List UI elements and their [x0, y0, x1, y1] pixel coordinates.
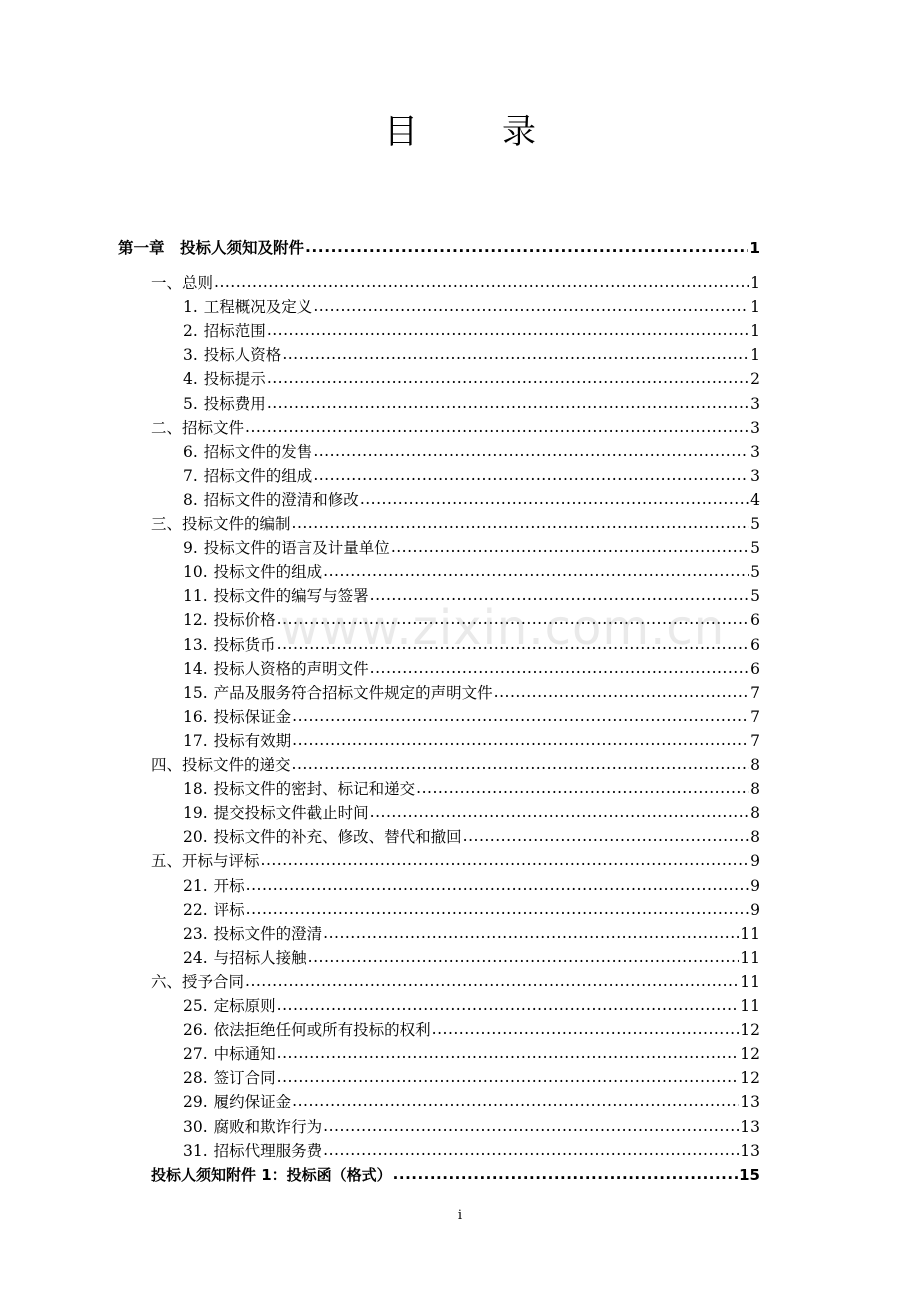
toc-dot-leader	[393, 1163, 738, 1186]
toc-entry-label: 投标文件的组成	[213, 563, 323, 582]
toc-entry-page: 2	[750, 370, 760, 389]
toc-entry-page: 1	[750, 298, 760, 317]
toc-dot-leader	[246, 874, 749, 897]
toc-entry-page: 6	[750, 635, 760, 654]
toc-entry-label: 投标有效期	[213, 731, 292, 750]
toc-entry-number: 16.	[183, 707, 208, 726]
toc-entry-number: 4.	[183, 370, 198, 389]
toc-entry-number: 四、	[151, 756, 183, 774]
toc-entry-number: 一、	[151, 274, 183, 292]
toc-entry-label: 依法拒绝任何或所有投标的权利	[213, 1021, 431, 1040]
toc-entry-label: 定标原则	[213, 997, 276, 1015]
toc-entry-label: 授予合同	[182, 972, 245, 991]
toc-entry-page: 12	[740, 1045, 760, 1064]
toc-dot-leader	[292, 1090, 739, 1113]
toc-entry-number: 10.	[183, 563, 208, 582]
toc-dot-leader	[308, 946, 740, 969]
toc-dot-leader	[246, 898, 749, 921]
toc-entry[interactable]	[118, 236, 760, 260]
toc-entry-label: 招标文件	[182, 418, 245, 437]
toc-entry-label: 招标范围	[203, 322, 266, 341]
toc-dot-leader	[370, 657, 749, 680]
toc-dot-leader	[292, 512, 750, 535]
toc-entry-page: 5	[750, 539, 760, 558]
toc-entry-number: 27.	[183, 1045, 208, 1064]
toc-entry[interactable]	[183, 1018, 760, 1042]
toc-entry-number: 29.	[183, 1093, 208, 1112]
toc-entry-page: 1	[750, 346, 760, 365]
toc-entry-number: 13.	[183, 635, 208, 654]
toc-entry-page: 5	[750, 515, 760, 533]
toc-entry-number: 12.	[183, 611, 208, 630]
toc-entry-page: 15	[739, 1165, 760, 1184]
toc-entry-label: 投标保证金	[213, 707, 292, 726]
toc-dot-leader	[360, 488, 749, 511]
toc-entry-label: 评标	[213, 900, 245, 919]
toc-entry-number: 31.	[183, 1141, 208, 1160]
toc-entry-number: 18.	[183, 780, 208, 799]
toc-entry[interactable]	[151, 970, 760, 994]
toc-entry-number: 17.	[183, 731, 208, 750]
toc-entry-number: 22.	[183, 900, 208, 919]
toc-dot-leader	[313, 440, 749, 463]
toc-entry[interactable]	[183, 560, 760, 584]
toc-entry-number: 六、	[151, 972, 183, 991]
toc-entry-label: 腐败和欺诈行为	[213, 1117, 323, 1136]
toc-dot-leader	[245, 416, 749, 439]
toc-dot-leader	[245, 970, 739, 993]
toc-entry[interactable]	[183, 584, 760, 608]
toc-entry-number: 9.	[183, 539, 198, 558]
toc-entry-label: 提交投标文件截止时间	[213, 804, 369, 823]
toc-entry[interactable]	[183, 657, 760, 681]
toc-dot-leader	[267, 367, 749, 390]
toc-entry-page: 3	[750, 466, 760, 485]
toc-entry-page: 6	[750, 659, 760, 678]
toc-entry-number: 五、	[151, 852, 183, 871]
toc-entry-label: 投标文件的密封、标记和递交	[213, 780, 416, 799]
toc-entry-number: 26.	[183, 1021, 208, 1040]
toc-entry-number: 二、	[151, 418, 183, 437]
toc-entry-page: 7	[750, 731, 760, 750]
toc-dot-leader	[313, 464, 749, 487]
toc-entry[interactable]	[183, 633, 760, 657]
toc-entry[interactable]	[183, 440, 760, 464]
toc-dot-leader	[261, 849, 750, 872]
page-title-char-2: 录	[502, 112, 536, 152]
toc-entry-page: 1	[750, 322, 760, 341]
toc-entry[interactable]	[183, 898, 760, 922]
toc-entry[interactable]	[183, 392, 760, 416]
toc-entry[interactable]	[183, 825, 760, 849]
toc-entry[interactable]	[183, 343, 760, 367]
toc-dot-leader	[432, 1018, 740, 1041]
toc-dot-leader	[416, 777, 749, 800]
toc-dot-leader	[323, 560, 749, 583]
toc-entry[interactable]	[183, 1115, 760, 1139]
toc-entry-number: 21.	[183, 876, 208, 895]
toc-entry-label: 投标人须知及附件	[180, 239, 305, 257]
toc-dot-leader	[292, 705, 749, 728]
toc-entry-label: 投标人资格的声明文件	[213, 659, 369, 678]
page-title-char-1: 目	[384, 112, 418, 152]
toc-entry[interactable]	[151, 1163, 760, 1187]
toc-entry[interactable]	[183, 367, 760, 391]
toc-dot-leader	[277, 994, 740, 1017]
toc-entry-number: 1.	[183, 298, 198, 317]
toc-entry-number: 25.	[183, 997, 208, 1015]
toc-entry-label: 总则	[182, 274, 214, 292]
toc-dot-leader	[214, 271, 749, 294]
toc-entry-number: 6.	[183, 442, 198, 461]
toc-entry[interactable]	[183, 319, 760, 343]
toc-dot-leader	[292, 753, 750, 776]
toc-entry-number: 30.	[183, 1117, 208, 1136]
toc-dot-leader	[391, 536, 749, 559]
toc-dot-leader	[267, 392, 749, 415]
toc-entry-label: 产品及服务符合招标文件规定的声明文件	[213, 683, 493, 702]
toc-dot-leader	[323, 1139, 739, 1162]
toc-entry[interactable]	[183, 874, 760, 898]
toc-entry-page: 3	[750, 418, 760, 437]
toc-entry-label: 招标代理服务费	[213, 1141, 323, 1160]
toc-dot-leader	[267, 319, 749, 342]
toc-dot-leader	[305, 236, 748, 259]
toc-entry-label: 投标货币	[213, 635, 276, 654]
toc-entry-page: 11	[740, 948, 760, 967]
toc-entry-number: 19.	[183, 804, 208, 823]
toc-entry[interactable]	[183, 777, 760, 801]
toc-entry-page: 11	[740, 924, 760, 943]
toc-dot-leader	[494, 681, 749, 704]
toc-dot-leader	[277, 1066, 740, 1089]
toc-entry-page: 9	[750, 852, 760, 871]
toc-entry[interactable]	[183, 608, 760, 632]
toc-dot-leader	[313, 295, 749, 318]
toc-entry-page: 6	[750, 611, 760, 630]
toc-entry-page: 8	[750, 828, 760, 847]
toc-entry-page: 12	[740, 1069, 760, 1088]
toc-entry-label: 与招标人接触	[213, 948, 307, 967]
toc-entry-label: 投标文件的递交	[182, 756, 291, 774]
toc-entry[interactable]	[183, 1042, 760, 1066]
toc-entry-number: 三、	[151, 515, 183, 533]
toc-entry-number: 7.	[183, 466, 198, 485]
toc-entry-page: 3	[750, 394, 760, 413]
toc-entry-number: 第一章	[118, 239, 181, 257]
toc-entry[interactable]	[183, 295, 760, 319]
toc-entry[interactable]	[151, 416, 760, 440]
toc-dot-leader	[277, 608, 749, 631]
toc-dot-leader	[370, 801, 749, 824]
toc-entry[interactable]	[183, 1139, 760, 1163]
toc-entry-page: 8	[750, 756, 760, 774]
toc-entry-label: 开标与评标	[182, 852, 260, 871]
toc-dot-leader	[323, 922, 739, 945]
toc-entry-page: 5	[750, 587, 760, 606]
toc-entry-number: 3.	[183, 346, 198, 365]
toc-dot-leader	[277, 1042, 740, 1065]
toc-entry-number: 20.	[183, 828, 208, 847]
toc-entry-number: 2.	[183, 322, 198, 341]
toc-entry-label: 投标价格	[213, 611, 276, 630]
toc-entry-label: 签订合同	[213, 1069, 276, 1088]
toc-entry-number: 15.	[183, 683, 208, 702]
toc-entry[interactable]	[183, 1090, 760, 1114]
toc-entry-page: 8	[750, 804, 760, 823]
toc-entry-label: 投标文件的编写与签署	[213, 587, 369, 606]
toc-entry[interactable]	[151, 512, 760, 536]
toc-entry-page: 1	[750, 274, 760, 292]
toc-entry-page: 13	[740, 1093, 760, 1112]
toc-entry-label: 投标文件的编制	[182, 515, 291, 533]
toc-entry[interactable]	[183, 729, 760, 753]
toc-entry[interactable]	[183, 994, 760, 1018]
toc-entry-label: 投标文件的语言及计量单位	[203, 539, 390, 558]
toc-entry-number: 14.	[183, 659, 208, 678]
toc-entry[interactable]	[151, 271, 760, 295]
toc-entry-label: 投标人须知附件 1：投标函（格式）	[151, 1165, 392, 1184]
toc-entry[interactable]	[183, 488, 760, 512]
toc-entry-number: 28.	[183, 1069, 208, 1088]
toc-entry[interactable]	[183, 801, 760, 825]
toc-entry[interactable]	[183, 464, 760, 488]
toc-entry-label: 投标费用	[203, 394, 266, 413]
footer-page-number: i	[457, 1208, 463, 1223]
toc-entry-number: 24.	[183, 948, 208, 967]
toc-entry-page: 5	[750, 563, 760, 582]
page-title	[0, 112, 920, 152]
toc-dot-leader	[463, 825, 749, 848]
toc-entry[interactable]	[183, 1066, 760, 1090]
toc-entry-label: 招标文件的发售	[203, 442, 313, 461]
toc-entry-label: 招标文件的澄清和修改	[203, 490, 359, 509]
toc-entry-number: 11.	[183, 587, 208, 606]
toc-entry-number: 5.	[183, 394, 198, 413]
toc-entry-label: 投标提示	[203, 370, 266, 389]
toc-entry-page: 11	[740, 972, 760, 991]
toc-entry-label: 投标人资格	[203, 346, 282, 365]
toc-entry-page: 12	[740, 1021, 760, 1040]
toc-dot-leader	[282, 343, 749, 366]
toc-entry-number: 8.	[183, 490, 198, 509]
toc-entry-page: 7	[750, 683, 760, 702]
toc-entry-page: 1	[749, 239, 760, 257]
toc-entry-number: 23.	[183, 924, 208, 943]
toc-entry-label: 开标	[213, 876, 245, 895]
toc-entry-page: 4	[750, 490, 760, 509]
toc-entry[interactable]	[151, 753, 760, 777]
toc-entry-label: 投标文件的澄清	[213, 924, 323, 943]
toc-dot-leader	[277, 633, 749, 656]
toc-dot-leader	[292, 729, 749, 752]
toc-entry-page: 7	[750, 707, 760, 726]
toc-entry-page: 8	[750, 780, 760, 799]
toc-dot-leader	[370, 584, 749, 607]
toc-dot-leader	[323, 1115, 739, 1138]
toc-entry-label: 中标通知	[213, 1045, 276, 1064]
toc-entry-page: 13	[740, 1141, 760, 1160]
toc-entry-page: 9	[750, 900, 760, 919]
toc-entry-label: 招标文件的组成	[203, 466, 313, 485]
toc-entry-page: 9	[750, 876, 760, 895]
toc-entry-page: 13	[740, 1117, 760, 1136]
toc-entry[interactable]	[183, 705, 760, 729]
toc-entry[interactable]	[183, 946, 760, 970]
toc-entry[interactable]	[151, 849, 760, 873]
watermark: www.zixin.com.cn	[280, 600, 726, 656]
toc-entry[interactable]	[183, 536, 760, 560]
toc-entry-label: 工程概况及定义	[203, 298, 313, 317]
toc-entry-label: 履约保证金	[213, 1093, 292, 1112]
toc-entry-page: 3	[750, 442, 760, 461]
toc-entry-page: 11	[740, 997, 760, 1015]
toc-entry-label: 投标文件的补充、修改、替代和撤回	[213, 828, 462, 847]
toc-entry[interactable]	[183, 681, 760, 705]
toc-entry[interactable]	[183, 922, 760, 946]
